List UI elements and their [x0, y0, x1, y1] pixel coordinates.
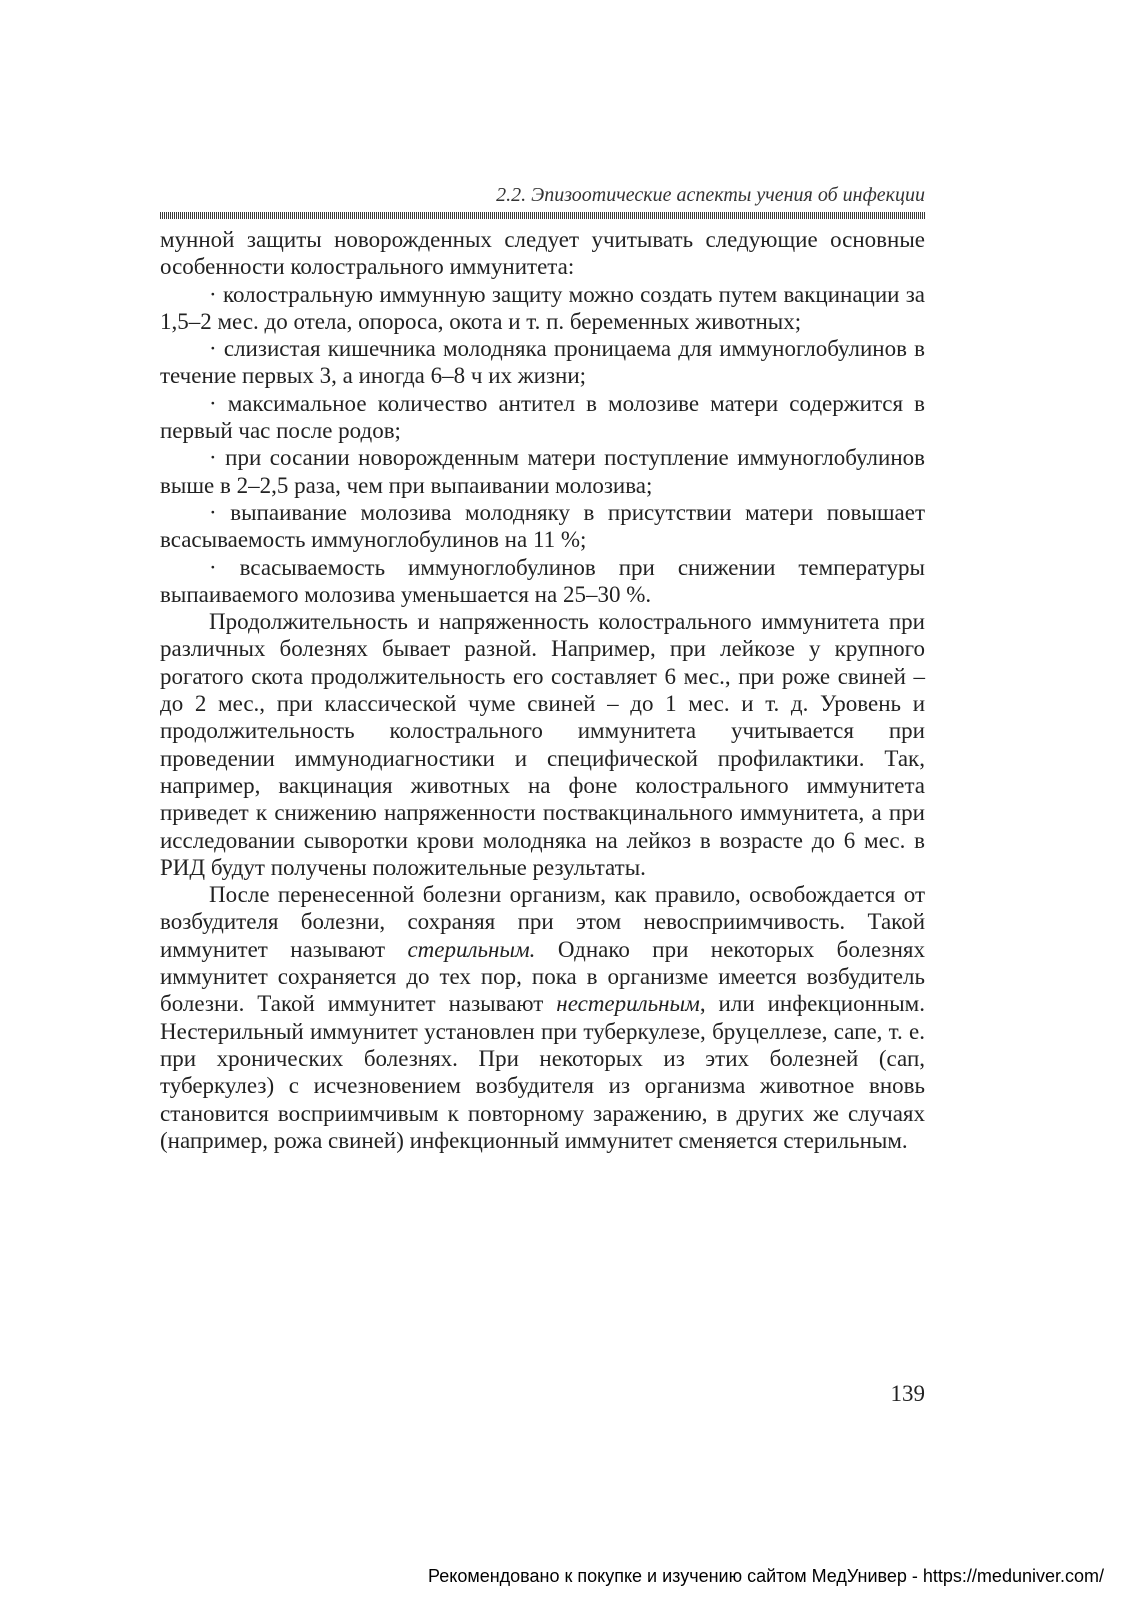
- bullet-item: [160, 499, 925, 554]
- bullet-marker: ·: [209, 499, 217, 525]
- bullet-item: [160, 554, 925, 609]
- bullet-item: [160, 335, 925, 390]
- paragraph-text: После перенесенной болезни организм, как правило, освобождается от возбудителя болезни, сохраняя при этом невосприимчивость. Такой иммунитет называют: [160, 882, 925, 962]
- bullet-text: при сосании новорожденным матери поступление иммуноглобулинов выше в 2–2,5 раза, чем при выпаивании молозива;: [160, 445, 925, 498]
- header-rule: [160, 212, 925, 219]
- bullet-item: [160, 390, 925, 445]
- page-number: 139: [890, 1381, 925, 1406]
- bullet-marker: ·: [209, 336, 217, 362]
- paragraph-text: Однако при некоторых болезнях иммунитет сохраняется до тех пор, пока в организме имеется возбудитель болезни. Такой иммунитет называют: [160, 936, 925, 1017]
- term-nonsterile: нестерильным: [556, 991, 700, 1017]
- running-header: 2.2. Эпизоотические аспекты учения об инфекции: [496, 184, 925, 206]
- bullet-item: [160, 444, 925, 499]
- paragraph-text: , или инфекционным. Нестерильный иммунитет установлен при туберкулезе, бруцеллезе, сапе, т. е. при хронических болезнях. При некоторых из этих болезней (сап, туберкулез) с исчезновением возбудителя из организма животное вновь становится восприимчивым к повторному заражению, в других же случаях (например, рожа свиней) инфекционный иммунитет сменяется стерильным.: [160, 991, 925, 1153]
- bullet-text: слизистая кишечника молодняка проницаема для иммуноглобулинов в течение первых 3, а иногда 6–8 ч их жизни;: [160, 336, 926, 389]
- body-text: [160, 226, 925, 1154]
- bullet-marker: ·: [209, 281, 217, 307]
- bullet-text: выпаивание молозива молодняку в присутствии матери повышает всасываемость иммуноглобулинов на 11 %;: [160, 499, 926, 553]
- intro-paragraph: мунной защиты новорожденных следует учитывать следующие основные особенности колострального иммунитета:: [160, 227, 925, 280]
- footer-recommendation: Рекомендовано к покупке и изучению сайтом МедУнивер - https://meduniver.com/: [428, 1566, 1104, 1586]
- term-sterile: стерильным.: [407, 936, 536, 962]
- bullet-item: [160, 281, 925, 336]
- bullet-marker: ·: [209, 445, 217, 471]
- bullet-text: колостральную иммунную защиту можно создать путем вакцинации за 1,5–2 мес. до отела, опороса, окота и т. п. беременных животных;: [160, 281, 926, 334]
- bullet-text: максимальное количество антител в молозиве матери содержится в первый час после родов;: [160, 390, 926, 444]
- bullet-text: всасываемость иммуноглобулинов при снижении температуры выпаиваемого молозива уменьшается на 25–30 %.: [160, 554, 925, 607]
- bullet-marker: ·: [209, 554, 217, 580]
- paragraph-sterile-immunity: [160, 881, 925, 1154]
- bullet-marker: ·: [209, 390, 217, 416]
- paragraph-colostral-duration: Продолжительность и напряженность колострального иммунитета при различных болезнях бывает разной. Например, при лейкозе у крупного рогатого скота продолжительность его составляет 6 мес., при роже свиней – до 2 мес., при классической чуме свиней – до 1 мес. и т. д. Уровень и продолжительность колострального иммунитета учитывается при проведении иммунодиагностики и специфической профилактики. Так, например, вакцинация животных на фоне колострального иммунитета приведет к снижению напряженности поствакцинального иммунитета, а при исследовании сыворотки крови молодняка на лейкоз в возрасте до 6 мес. в РИД будут получены положительные результаты.: [160, 609, 925, 880]
